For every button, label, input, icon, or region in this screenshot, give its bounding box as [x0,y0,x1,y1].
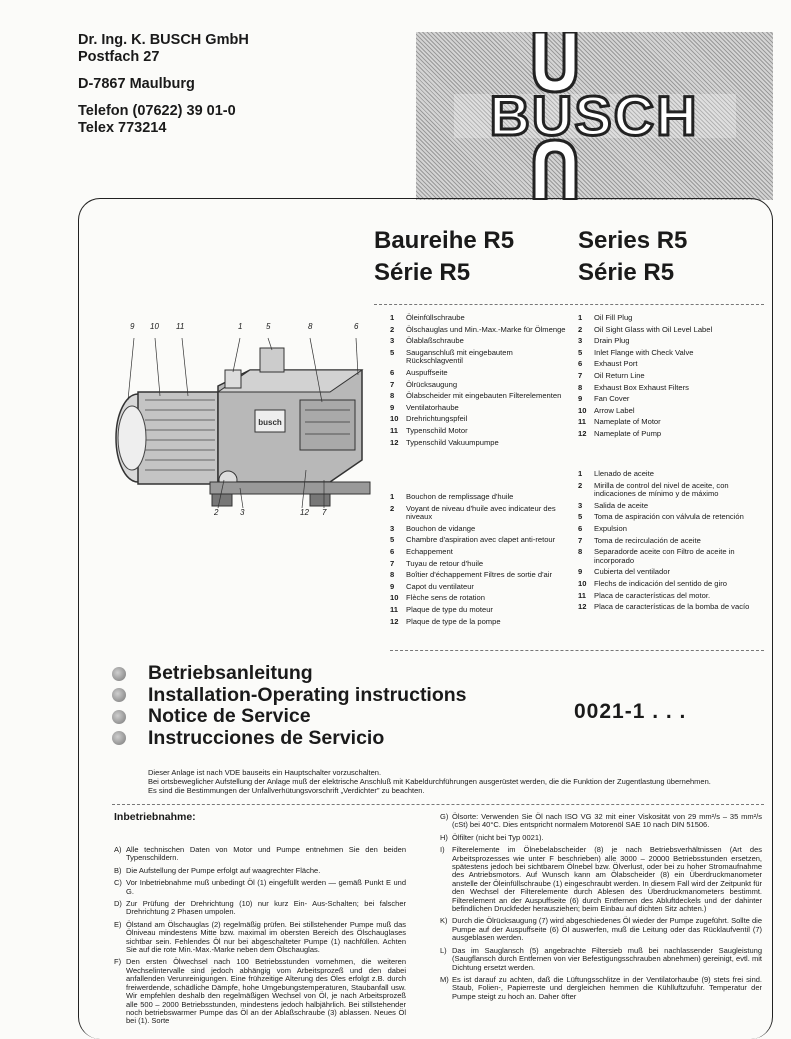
item-number: 12 [390,616,399,626]
bullet-icon [112,710,126,724]
item-number: A) [114,845,122,854]
item-number: 1 [390,492,395,501]
item-text: Flechs de indicación del sentido de giro [594,578,727,588]
item-number: I) [440,845,445,855]
list-item [578,580,763,589]
svg-text:BUSCH: BUSCH [489,84,699,147]
item-number: 11 [578,417,587,427]
item-number: 10 [578,405,587,415]
item-number: 1 [578,469,583,478]
item-number: C) [114,878,122,888]
item-text: Typenschild Motor [406,425,468,435]
list-item [440,834,762,842]
list-item [578,548,763,565]
item-text: Oil Fill Plug [594,313,633,322]
callout-3: 3 [240,508,245,517]
item-number: 2 [578,324,583,334]
item-number: K) [440,916,448,926]
item-number: 7 [390,379,395,389]
heading-en: Installation-Operating instructions [148,683,467,706]
list-item [578,470,763,479]
list-item [578,603,763,612]
item-text: Nameplate of Motor [594,417,661,427]
list-item [390,594,568,603]
item-number: 8 [390,391,395,401]
item-number: 9 [578,394,583,404]
item-text: Oil Sight Glass with Oil Level Label [594,324,713,334]
list-item [114,846,406,863]
item-number: 2 [578,480,583,490]
list-item [390,618,568,627]
item-number: 10 [390,414,399,424]
item-text: Den ersten Ölwechsel nach 100 Betriebsstunden vornehmen, die weiteren Wechselintervalle sind jedoch abhängig vom Arbeitsprozeß und den dabei anfallenden Verunreinigungen. Eine frühzeitige Alterung des Öles erfolgt z.B. durch freiwerdende, schädliche Dämpfe, hohe Umgebungstemperaturen, Staubanfall usw. Wir empfehlen deshalb den regelmäßigen Wechsel von Öl, je nach Arbeitsprozeß alle 500 – 2000 Betriebsstunden, mindestens jedoch halbjährlich. Bei stillstehender noch betriebswarmer Pumpe das Öl an der Ablaßschraube (3) ablassen. Neues Öl bei (1). Sorte [126,957,406,1026]
item-number: 7 [578,370,583,380]
title-es: Série R5 [578,259,675,286]
list-item [578,395,763,404]
busch-logo [416,32,773,200]
busch-logo-graphic [416,32,773,200]
item-number: H) [440,832,448,842]
item-text: Filterelemente im Ölnebelabscheider (8) je nach Betriebsverhältnissen (Art des Arbeitsprozesses wie unter F beschrieben) alle 3000 – 20000 Betriebsstunden ersetzen, spätestens jedoch bei sichtbarem Ölnebel bzw. Ölverlust, oder bei zu hoher Stromaufnahme des Antriebsmotors. Auf Wunsch kann am Ölabscheider (8) ein Überdruckmanometer anstelle der Öleinfüllschraube (1) eingeschraubt werden. In diesem Fall wird der Zeitpunkt für den Wechsel der Filterelemente durch Ablesen des Überdruckmanometers bestimmt. Filterelement an der Auspuffseite (6) durch Entfernen des Abluftdeckels und der dahinter befindlichen Druckfeder herausziehen; beim Einbau auf dichten Sitz achten.) [452,845,762,914]
item-number: 7 [578,535,583,545]
list-item [390,525,568,534]
item-number: M) [440,974,449,984]
item-number: 11 [578,590,587,600]
svg-text:busch: busch [258,418,282,427]
item-text: Drehrichtungspfeil [406,414,468,424]
item-number: 6 [390,546,395,556]
parts-list-es [578,470,763,615]
bullet-icon [112,667,126,681]
item-text: Separadorde aceite con Filtro de aceite in incorporado [594,547,735,565]
item-text: Cubierta del ventilador [594,567,670,577]
callout-11: 11 [176,322,185,331]
instructions-right [440,813,762,1005]
list-item [578,430,763,439]
item-text: Toma de recirculación de aceite [594,535,701,545]
item-text: Mirilla de control del nivel de aceite, con indicaciones de mínimo y de máximo [594,480,729,499]
item-text: Plaque de type du moteur [406,604,493,614]
list-item [578,418,763,427]
callout-8: 8 [308,322,313,331]
section-title: Inbetriebnahme: [114,811,196,823]
order-number: 0021-1 . . . [574,700,687,723]
parts-rule [390,650,764,651]
callout-2: 2 [214,508,219,517]
parts-list-de [390,314,568,450]
item-number: B) [114,865,122,875]
list-item [578,349,763,358]
list-item [440,846,762,913]
item-number: 9 [390,402,395,412]
list-item [114,900,406,917]
parts-list-en [578,314,763,442]
item-number: E) [114,919,122,929]
item-text: Öleinfüllschraube [406,313,465,322]
item-text: Expulsion [594,523,627,533]
telex: Telex 773214 [78,120,167,136]
item-number: 6 [578,359,583,369]
safety-note [148,768,753,795]
list-item [578,360,763,369]
item-number: 2 [390,503,395,513]
item-number: 3 [390,336,395,346]
item-text: Ölabscheider mit eingebauten Filterelementen [406,391,562,401]
title-en: Series R5 [578,227,688,254]
item-number: 8 [578,382,583,392]
list-item [578,326,763,335]
list-item [578,482,763,499]
postbox: Postfach 27 [78,49,160,65]
list-item [390,404,568,413]
list-item [578,537,763,546]
list-item [440,917,762,942]
item-text: Drain Plug [594,336,630,346]
title-de: Baureihe R5 [374,227,515,254]
item-number: 11 [390,604,399,614]
item-number: 12 [578,602,587,612]
bullet-icon [112,688,126,702]
item-text: Flèche sens de rotation [406,593,485,603]
item-text: Typenschild Vakuumpumpe [406,437,499,447]
item-text: Arrow Label [594,405,635,415]
item-text: Zur Prüfung der Drehrichtung (10) nur kurz Ein- Aus-Schalten; bei falscher Drehrichtung 2 Phasen umpolen. [126,899,406,917]
item-text: Echappement [406,546,453,556]
item-number: 10 [578,578,587,588]
item-text: Ölschauglas und Min.-Max.-Marke für Ölmenge [406,324,566,334]
list-item [390,349,568,366]
item-text: Ölfilter (nicht bei Typ 0021). [452,832,544,842]
item-text: Placa de características de la bomba de vacío [594,602,750,612]
list-item [390,505,568,522]
company-name: Dr. Ing. K. BUSCH GmbH [78,32,249,48]
item-text: Ölsorte: Verwenden Sie Öl nach ISO VG 32 mit einer Viskosität von 29 mm²/s – 35 mm²/s (cSt) bei 40°C. Dies entspricht normalem Motorenöl SAE 10 nach DIN 51506. [452,812,762,830]
item-number: 5 [578,347,583,357]
list-item [390,427,568,436]
list-item [390,536,568,545]
list-item [390,493,568,502]
list-item [390,415,568,424]
list-item [390,314,568,323]
title-rule [374,304,764,305]
item-number: 8 [390,570,395,580]
list-item [578,372,763,381]
list-item [114,879,406,896]
title-fr: Série R5 [374,259,471,286]
item-text: Ölablaßschraube [406,336,464,346]
item-text: Placa de características del motor. [594,590,711,600]
item-text: Ölrücksaugung [406,379,458,389]
item-text: Ölstand am Ölschauglas (2) regelmäßig prüfen. Bei stillstehender Pumpe muß das Ölniveau mindestens Mitte bzw. maximal im obersten Bereich des Ölschauglases sichtbar sein. Fehlendes Öl nur bei abgeschalteter Pumpe (1) nachfüllen. Achten Sie auf die rote Min.-Max.-Marke neben dem Ölschauglas. [126,919,406,955]
item-text: Vor Inbetriebnahme muß unbedingt Öl (1) eingefüllt werden — gemäß Punkt E und G. [126,878,406,896]
list-item [578,384,763,393]
item-text: Ventilatorhaube [406,402,459,412]
list-item [114,867,406,875]
list-item [114,921,406,955]
item-number: G) [440,812,449,821]
item-number: 5 [578,512,583,522]
heading-fr: Notice de Service [148,705,311,727]
item-number: 5 [390,535,395,545]
item-number: 3 [390,523,395,533]
list-item [390,326,568,335]
list-item [390,439,568,448]
note-line-2: Bei ortsbeweglicher Aufstellung der Anlage muß der elektrische Anschluß mit Kabeldurchführungen ausgerüstet werden, die die Funktion der Zugentlastung übernehmen. [148,777,711,786]
list-item [578,337,763,346]
callout-7: 7 [322,508,327,517]
item-number: 6 [390,367,395,377]
item-number: 7 [390,558,395,568]
note-rule [112,804,764,805]
list-item [390,583,568,592]
item-number: F) [114,957,122,967]
item-text: Nameplate of Pump [594,428,662,438]
item-text: Es ist darauf zu achten, daß die Lüftungsschlitze in der Ventilatorhaube (9) stets frei sind. Staub, Folien-, Papierreste und dergleichen hemmen die Kühlluftzufuhr. Temperatur der Pumpe steigt zu hoch an. Daher öfter [452,974,762,1001]
item-text: Auspuffseite [406,367,448,377]
item-number: 10 [390,593,399,603]
item-text: Exhaust Port [594,359,638,369]
item-number: 12 [578,428,587,438]
title-de-fr [374,225,514,289]
item-text: Voyant de niveau d'huile avec indicateur des niveaux [406,503,556,522]
list-item [390,369,568,378]
list-item [578,592,763,601]
heading-es: Instrucciones de Servicio [148,726,385,749]
manual-headings [112,663,467,749]
list-item [390,392,568,401]
item-text: Capot du ventilateur [406,581,474,591]
item-number: 9 [390,581,395,591]
list-item [578,502,763,511]
item-text: Bouchon de remplissage d'huile [406,492,514,501]
list-item [440,947,762,972]
list-item [440,976,762,1001]
item-number: 6 [578,523,583,533]
callout-12: 12 [300,508,309,517]
item-number: 3 [578,336,583,346]
item-number: L) [440,945,447,955]
item-text: Das im Sauglansch (5) angebrachte Filtersieb muß bei nachlassender Saugleistung (Saugflansch durch Entfernen von vier Befestigungsschrauben abnehmen) gereinigt, evtl. mit Dichtung ersetzt werden. [452,945,762,972]
list-item [390,548,568,557]
item-text: Tuyau de retour d'huile [406,558,484,568]
callout-1: 1 [238,322,243,331]
phone: Telefon (07622) 39 01-0 [78,103,236,119]
item-text: Llenado de aceite [594,469,654,478]
item-number: 9 [578,567,583,577]
item-text: Exhaust Box Exhaust Filters [594,382,689,392]
item-text: Oil Return Line [594,370,645,380]
item-text: Salida de aceite [594,500,649,510]
list-item [390,337,568,346]
instructions-left [114,846,406,1030]
item-text: Bouchon de vidange [406,523,476,533]
item-number: 8 [578,547,583,557]
city: D-7867 Maulburg [78,76,195,92]
item-number: 5 [390,347,395,357]
note-line-1: Dieser Anlage ist nach VDE bauseits ein Hauptschalter vorzuschalten. [148,768,382,777]
item-text: Durch die Ölrücksaugung (7) wird abgeschiedenes Öl wieder der Pumpe zugeführt. Sollte die Pumpe auf der Auspuffseite (6) Öl auswerfen, muß die Leitung oder das Rücklaufventil (7) ausgeblasen werden. [452,916,762,943]
pump-illustration [100,330,380,520]
address-block [78,32,249,137]
list-item [390,560,568,569]
item-text: Toma de aspiración con válvula de retención [594,512,744,522]
item-number: 12 [390,437,399,447]
callout-6: 6 [354,322,359,331]
list-item [390,571,568,580]
note-line-3: Es sind die Bestimmungen der Unfallverhütungsvorschrift „Verdichter" zu beachten. [148,786,425,795]
item-text: Sauganschluß mit eingebautem Rückschlagventil [406,347,513,366]
item-text: Fan Cover [594,394,630,404]
list-item [578,525,763,534]
item-number: 1 [390,313,395,322]
item-text: Inlet Flange with Check Valve [594,347,694,357]
item-number: 1 [578,313,583,322]
item-number: 3 [578,500,583,510]
item-number: D) [114,899,122,909]
item-number: 2 [390,324,395,334]
item-text: Chambre d'aspiration avec clapet anti-retour [406,535,556,545]
list-item [578,513,763,522]
item-text: Plaque de type de la pompe [406,616,501,626]
callout-5: 5 [266,322,271,331]
list-item [578,314,763,323]
callout-9: 9 [130,322,135,331]
item-number: 11 [390,425,399,435]
bullet-icon [112,731,126,745]
list-item [390,381,568,390]
item-text: Die Aufstellung der Pumpe erfolgt auf waagrechter Fläche. [126,865,321,875]
list-item [440,813,762,830]
list-item [578,407,763,416]
item-text: Alle technischen Daten von Motor und Pumpe entnehmen Sie den beiden Typenschildern. [126,845,406,863]
list-item [114,958,406,1025]
list-item [578,568,763,577]
callout-10: 10 [150,322,159,331]
list-item [390,606,568,615]
parts-list-fr [390,493,568,629]
title-en-es [578,225,687,289]
heading-de: Betriebsanleitung [148,662,313,684]
item-text: Boîtier d'échappement Filtres de sortie d'air [406,570,552,580]
